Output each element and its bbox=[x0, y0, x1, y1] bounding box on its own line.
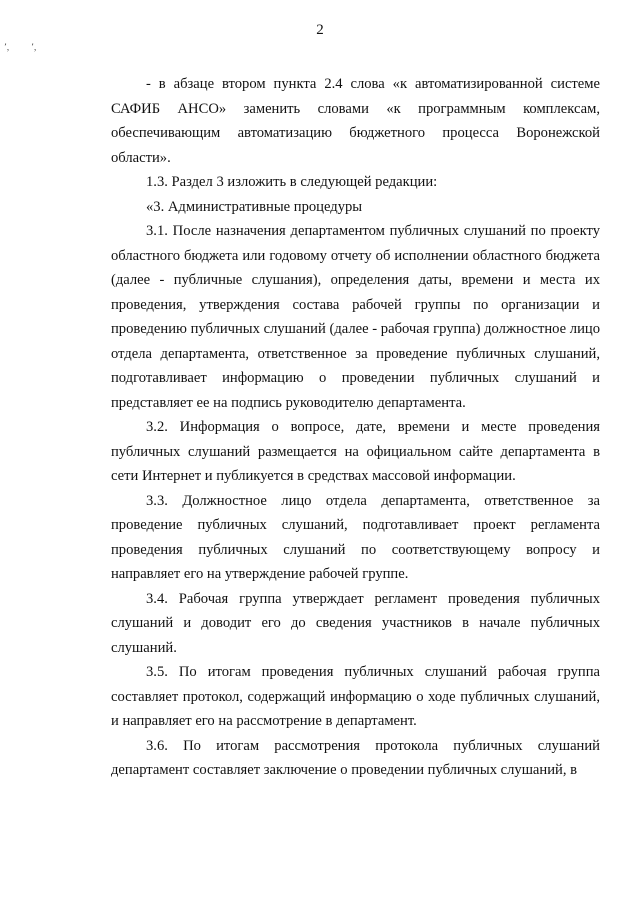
paragraph-1-3: 1.3. Раздел 3 изложить в следующей редакции: bbox=[146, 174, 438, 190]
paragraph-amendment-2-4: - в абзаце втором пункта 2.4 слова «к автоматизированной системе САФИБ АНСО» заменить словами «к программным комплексам, обеспечивающим автоматизацию бюджетного процесса Воронежской области». bbox=[111, 76, 600, 166]
scan-mark: ٬, bbox=[4, 42, 10, 52]
paragraph-3-2: 3.2. Информация о вопросе, дате, времени и месте проведения публичных слушаний размещается на официальном сайте департамента в сети Интернет и публикуется в средствах массовой информации. bbox=[111, 419, 600, 484]
paragraph-3-6: 3.6. По итогам рассмотрения протокола публичных слушаний департамент составляет заключение о проведении публичных слушаний, в bbox=[111, 737, 600, 778]
paragraph-3-1: 3.1. После назначения департаментом публичных слушаний по проекту областного бюджета или годовому отчету об исполнении областного бюджета (далее - публичные слушания), определения даты, времени и места их проведения, утверждения состава рабочей группы по организации и проведению публичных слушаний (далее - рабочая группа) должностное лицо отдела департамента, ответственное за проведение публичных слушаний, подготавливает информацию о проведении публичных слушаний и представляет ее на подпись руководителю департамента. bbox=[111, 223, 600, 411]
scan-mark: ٬, bbox=[31, 42, 37, 52]
section-3-heading: «3. Административные процедуры bbox=[146, 198, 363, 215]
paragraph-3-4: 3.4. Рабочая группа утверждает регламент проведения публичных слушаний и доводит его до сведения участников в начале публичных слушаний. bbox=[111, 590, 600, 656]
document-body bbox=[111, 72, 600, 783]
scan-marks bbox=[4, 42, 36, 52]
paragraph-3-5: 3.5. По итогам проведения публичных слушаний рабочая группа составляет протокол, содержащий информацию о ходе публичных слушаний, и направляет его на рассмотрение в департамент. bbox=[111, 664, 600, 729]
page-number: 2 bbox=[316, 22, 324, 38]
paragraph-3-3: 3.3. Должностное лицо отдела департамента, ответственное за проведение публичных слушаний, подготавливает проект регламента проведения публичных слушаний по соответствующему вопросу и направляет его на утверждение рабочей группе. bbox=[111, 492, 600, 582]
